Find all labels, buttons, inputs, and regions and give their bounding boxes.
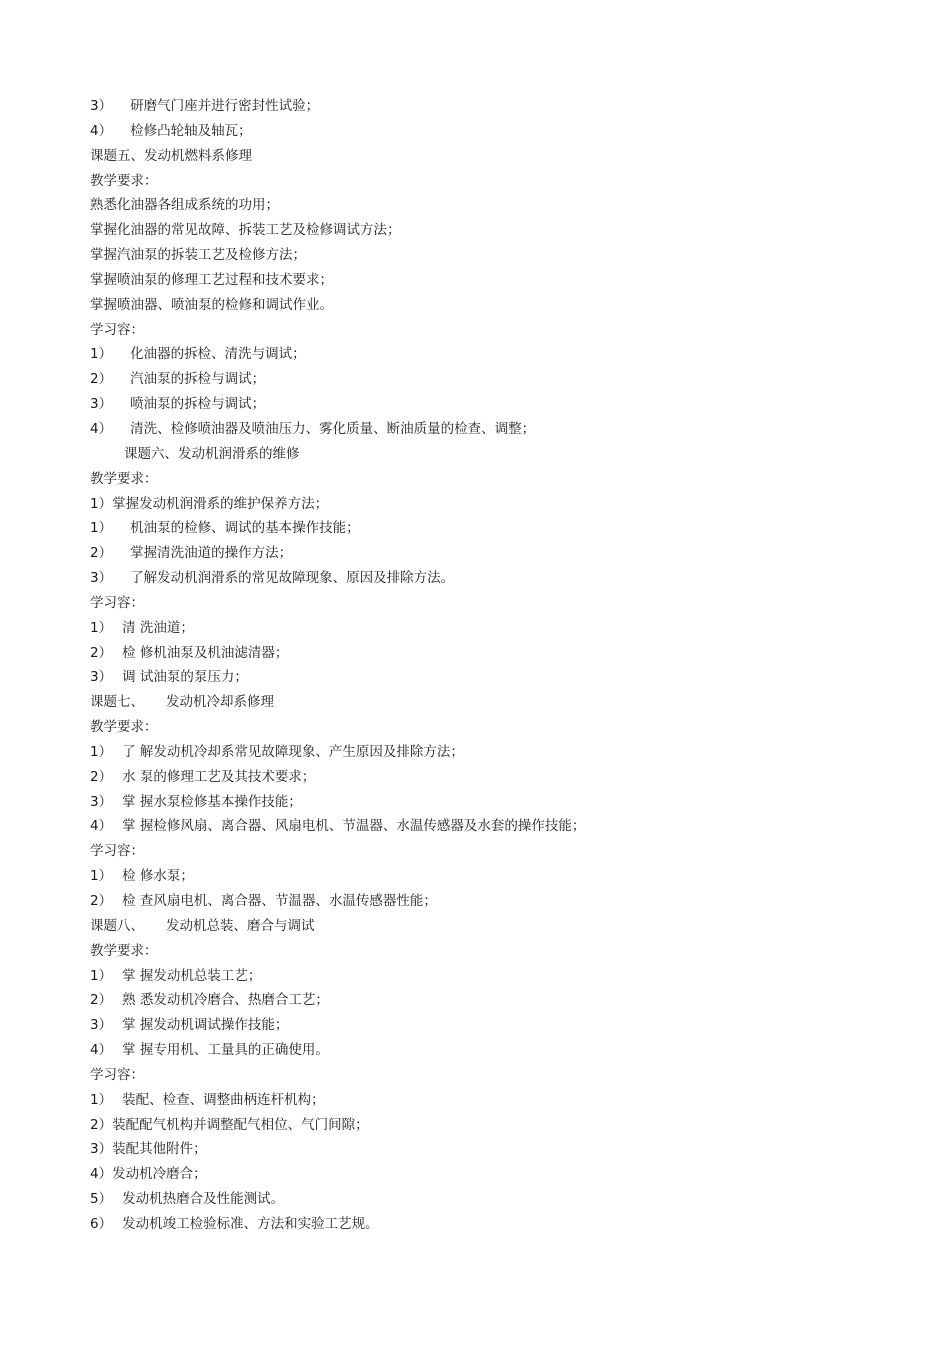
line-text: 清洗、检修喷油器及喷油压力、雾化质量、断油质量的检查、调整； [130, 420, 536, 437]
text-line [90, 193, 890, 218]
line-text: 学习容： [90, 843, 144, 860]
text-line [90, 516, 890, 541]
text-line [90, 790, 890, 815]
text-line [90, 467, 890, 492]
list-number: 4） [90, 122, 113, 139]
list-number: 4） [90, 818, 113, 835]
line-text: 了 解发动机冷却系常见故障现象、产生原因及排除方法； [122, 743, 464, 760]
line-text: 检修凸轮轴及轴瓦； [130, 122, 252, 139]
text-line [90, 616, 890, 641]
line-text: 学习容： [90, 1066, 144, 1083]
line-text: 掌握喷油泵的修理工艺过程和技术要求； [90, 271, 333, 288]
list-number: 3） [90, 1017, 113, 1034]
line-text: 掌 握发动机总装工艺； [122, 967, 262, 984]
list-number: 4） [90, 1166, 113, 1183]
line-text: 课题六、发动机润滑系的维修 [124, 445, 300, 462]
text-line [90, 318, 890, 343]
list-number: 1） [90, 868, 113, 885]
line-text: 研磨气门座并进行密封性试验； [130, 98, 320, 114]
line-text: 调 试油泵的泵压力； [122, 669, 248, 686]
line-text: 掌握发动机润滑系的维护保养方法； [112, 495, 329, 512]
list-number: 2） [90, 545, 113, 562]
text-line [90, 914, 890, 939]
list-number: 5） [90, 1191, 113, 1208]
list-number: 2） [90, 893, 113, 909]
line-text: 教学要求： [90, 942, 158, 959]
line-text: 掌 握专用机、工量具的正确使用。 [122, 1042, 329, 1059]
line-text: 掌 握检修风扇、离合器、风扇电机、节温器、水温传感器及水套的操作技能； [122, 818, 586, 835]
line-text: 检 修水泵； [122, 868, 194, 885]
list-number: 4） [90, 1042, 113, 1059]
line-text: 水 泵的修理工艺及其技术要求； [122, 768, 316, 785]
text-line [90, 939, 890, 964]
text-line [90, 94, 890, 119]
text-line [90, 367, 890, 392]
text-line [90, 169, 890, 194]
line-text: 检 修机油泵及机油滤清器； [122, 644, 289, 661]
line-text: 检 查风扇电机、离合器、节温器、水温传感器性能； [122, 893, 437, 909]
list-number: 3） [90, 396, 113, 413]
text-line [90, 492, 890, 517]
text-line [90, 218, 890, 243]
document-body [90, 94, 890, 1237]
list-number: 2） [90, 1116, 113, 1133]
list-number: 1） [90, 520, 113, 537]
text-line [90, 1063, 890, 1088]
text-line [90, 417, 890, 442]
text-line [90, 740, 890, 765]
list-number: 6） [90, 1215, 113, 1232]
text-line [90, 144, 890, 169]
text-line [90, 1113, 890, 1138]
line-text: 掌握汽油泵的拆装工艺及检修方法； [90, 247, 306, 264]
line-text-title: 发动机总装、磨合与调试 [166, 917, 315, 934]
text-line [90, 1187, 890, 1212]
line-text: 教学要求： [90, 172, 158, 189]
list-number: 1） [90, 967, 113, 984]
line-text: 装配配气机构并调整配气相位、气门间隙； [112, 1116, 369, 1133]
line-text: 熟 悉发动机冷磨合、热磨合工艺； [122, 992, 329, 1009]
list-number: 1） [90, 619, 113, 636]
line-text-title: 发动机冷却系修理 [166, 694, 274, 711]
line-text: 发动机热磨合及性能测试。 [122, 1191, 285, 1208]
text-line [90, 889, 890, 914]
text-line [90, 814, 890, 839]
line-text: 喷油泵的拆检与调试； [130, 396, 266, 413]
text-line [90, 566, 890, 591]
text-line [90, 1162, 890, 1187]
text-line [90, 293, 890, 318]
line-text: 掌握化油器的常见故障、拆装工艺及检修调试方法； [90, 222, 401, 239]
line-text: 装配其他附件； [112, 1141, 207, 1158]
list-number: 1） [90, 346, 113, 363]
list-number: 3） [90, 669, 113, 686]
line-text: 学习容： [90, 321, 144, 338]
text-line [90, 392, 890, 417]
text-line [90, 1088, 890, 1113]
line-text: 了解发动机润滑系的常见故障现象、原因及排除方法。 [130, 570, 455, 587]
line-text: 化油器的拆检、清洗与调试； [130, 346, 306, 363]
text-line [90, 715, 890, 740]
text-line [90, 641, 890, 666]
text-line [90, 765, 890, 790]
text-line [90, 1137, 890, 1162]
line-text: 发动机冷磨合； [112, 1166, 207, 1183]
list-number: 1） [90, 1091, 113, 1108]
line-text: 掌 握水泵检修基本操作技能； [122, 793, 302, 810]
text-line [90, 665, 890, 690]
line-text: 发动机竣工检验标准、方法和实验工艺规。 [122, 1215, 379, 1232]
text-line [90, 541, 890, 566]
line-text: 熟悉化油器各组成系统的功用； [90, 197, 279, 214]
list-number: 2） [90, 371, 113, 388]
text-line [90, 591, 890, 616]
text-line [90, 690, 890, 715]
list-number: 3） [90, 98, 113, 114]
line-text: 课题七、 [90, 694, 144, 711]
list-number: 2） [90, 992, 113, 1009]
text-line [90, 268, 890, 293]
text-line [90, 442, 890, 467]
list-number: 2） [90, 768, 113, 785]
line-text: 课题八、 [90, 917, 144, 934]
text-line [90, 1038, 890, 1063]
line-text: 教学要求： [90, 470, 158, 487]
text-line [90, 864, 890, 889]
text-line [90, 988, 890, 1013]
line-text: 掌握喷油器、喷油泵的检修和调试作业。 [90, 296, 333, 313]
list-number: 3） [90, 1141, 113, 1158]
line-text: 清 洗油道； [122, 619, 194, 636]
list-number: 4） [90, 420, 113, 437]
text-line [90, 964, 890, 989]
line-text: 掌握清洗油道的操作方法； [130, 545, 293, 562]
list-number: 1） [90, 495, 113, 512]
text-line [90, 1212, 890, 1237]
line-text: 教学要求： [90, 719, 158, 736]
line-text: 装配、检查、调整曲柄连杆机构； [122, 1091, 325, 1108]
text-line [90, 243, 890, 268]
list-number: 2） [90, 644, 113, 661]
list-number: 3） [90, 793, 113, 810]
line-text: 汽油泵的拆检与调试； [130, 371, 266, 388]
line-text: 课题五、发动机燃料系修理 [90, 147, 252, 164]
text-line [90, 1013, 890, 1038]
text-line [90, 342, 890, 367]
line-text: 掌 握发动机调试操作技能； [122, 1017, 289, 1034]
list-number: 1） [90, 743, 113, 760]
list-number: 3） [90, 570, 113, 587]
line-text: 学习容： [90, 594, 144, 611]
text-line [90, 119, 890, 144]
line-text: 机油泵的检修、调试的基本操作技能； [130, 520, 360, 537]
text-line [90, 839, 890, 864]
